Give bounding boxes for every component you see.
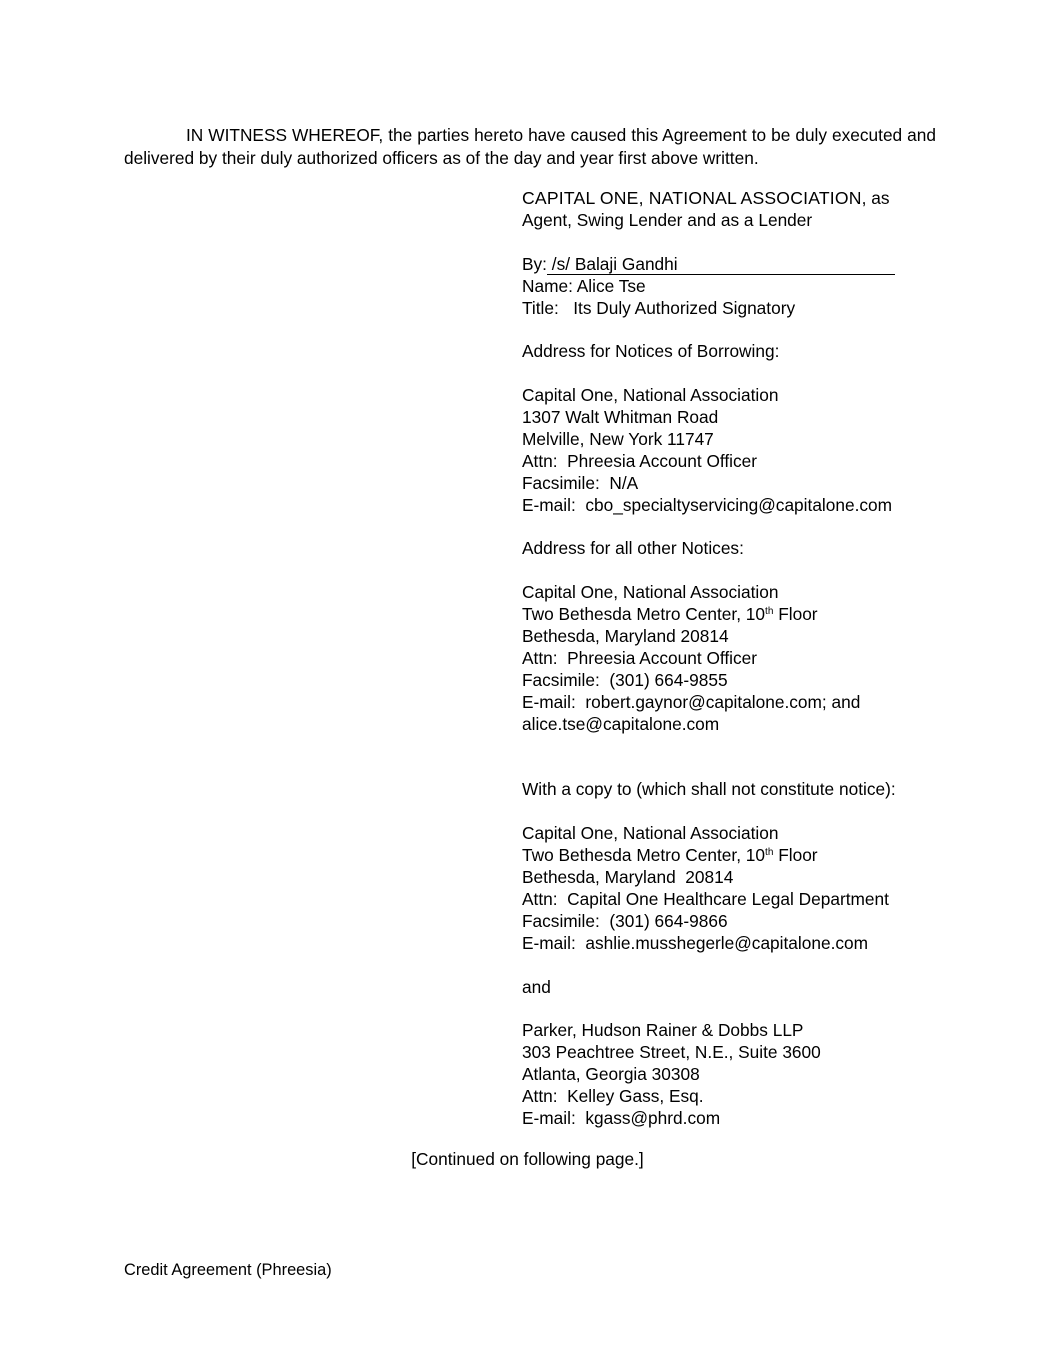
other-address-company: Capital One, National Association [522, 582, 779, 603]
other-address-line: Facsimile: (301) 664-9855 [522, 669, 728, 690]
borrowing-address-line: Attn: Phreesia Account Officer [522, 450, 758, 471]
copy-address-company: Capital One, National Association [522, 823, 779, 844]
other-email-line: alice.tse@capitalone.com [522, 713, 720, 734]
by-label: By: [522, 253, 547, 274]
other-notices-heading: Address for all other Notices: [522, 538, 744, 559]
lender-name: CAPITAL ONE, NATIONAL ASSOCIATION [522, 188, 862, 208]
borrowing-address-line: Facsimile: N/A [522, 472, 639, 493]
conjunction-and: and [522, 976, 551, 997]
other-address-street: Two Bethesda Metro Center, 10th Floor [522, 604, 818, 625]
signatory-name: Name: Alice Tse [522, 275, 646, 296]
borrowing-address-line: Melville, New York 11747 [522, 428, 714, 449]
copy-email-line: E-mail: ashlie.musshegerle@capitalone.com [522, 932, 869, 953]
law-firm-line: 303 Peachtree Street, N.E., Suite 3600 [522, 1042, 821, 1063]
signature-field [547, 255, 895, 275]
other-address-line: Attn: Phreesia Account Officer [522, 647, 758, 668]
lender-name-line [522, 188, 962, 210]
copy-address-street: Two Bethesda Metro Center, 10th Floor [522, 845, 818, 866]
other-address-line: Bethesda, Maryland 20814 [522, 626, 729, 647]
other-email-line: E-mail: robert.gaynor@capitalone.com; and [522, 691, 861, 712]
continued-notice: [Continued on following page.] [411, 1149, 644, 1169]
borrowing-address-line: Capital One, National Association [522, 385, 779, 406]
signature-line [522, 254, 962, 276]
copy-address-line: Facsimile: (301) 664-9866 [522, 910, 728, 931]
witness-paragraph [124, 124, 936, 169]
borrowing-address-line: 1307 Walt Whitman Road [522, 407, 719, 428]
law-firm-email: E-mail: kgass@phrd.com [522, 1107, 721, 1128]
law-firm-line: Atlanta, Georgia 30308 [522, 1064, 700, 1085]
signature-block [522, 188, 962, 1130]
lender-name-suffix: , as [861, 188, 890, 208]
page-footer: Credit Agreement (Phreesia) [124, 1261, 332, 1279]
witness-text: IN WITNESS WHEREOF, the parties hereto have caused this Agreement to be duly executed and delivered by their duly authorized officers as of the day and year first above written. [124, 125, 936, 168]
lender-role: Agent, Swing Lender and as a Lender [522, 209, 813, 230]
signature-text: /s/ Balaji Gandhi [551, 253, 678, 274]
copy-to-heading: With a copy to (which shall not constitute notice): [522, 779, 896, 800]
copy-address-line: Bethesda, Maryland 20814 [522, 866, 734, 887]
copy-address-line: Attn: Capital One Healthcare Legal Department [522, 888, 889, 909]
borrowing-notices-heading: Address for Notices of Borrowing: [522, 341, 780, 362]
law-firm-line: Parker, Hudson Rainer & Dobbs LLP [522, 1020, 804, 1041]
signatory-title: Title: Its Duly Authorized Signatory [522, 297, 796, 318]
borrowing-email-line: E-mail: cbo_specialtyservicing@capitalone.com [522, 494, 893, 515]
law-firm-line: Attn: Kelley Gass, Esq. [522, 1086, 704, 1107]
